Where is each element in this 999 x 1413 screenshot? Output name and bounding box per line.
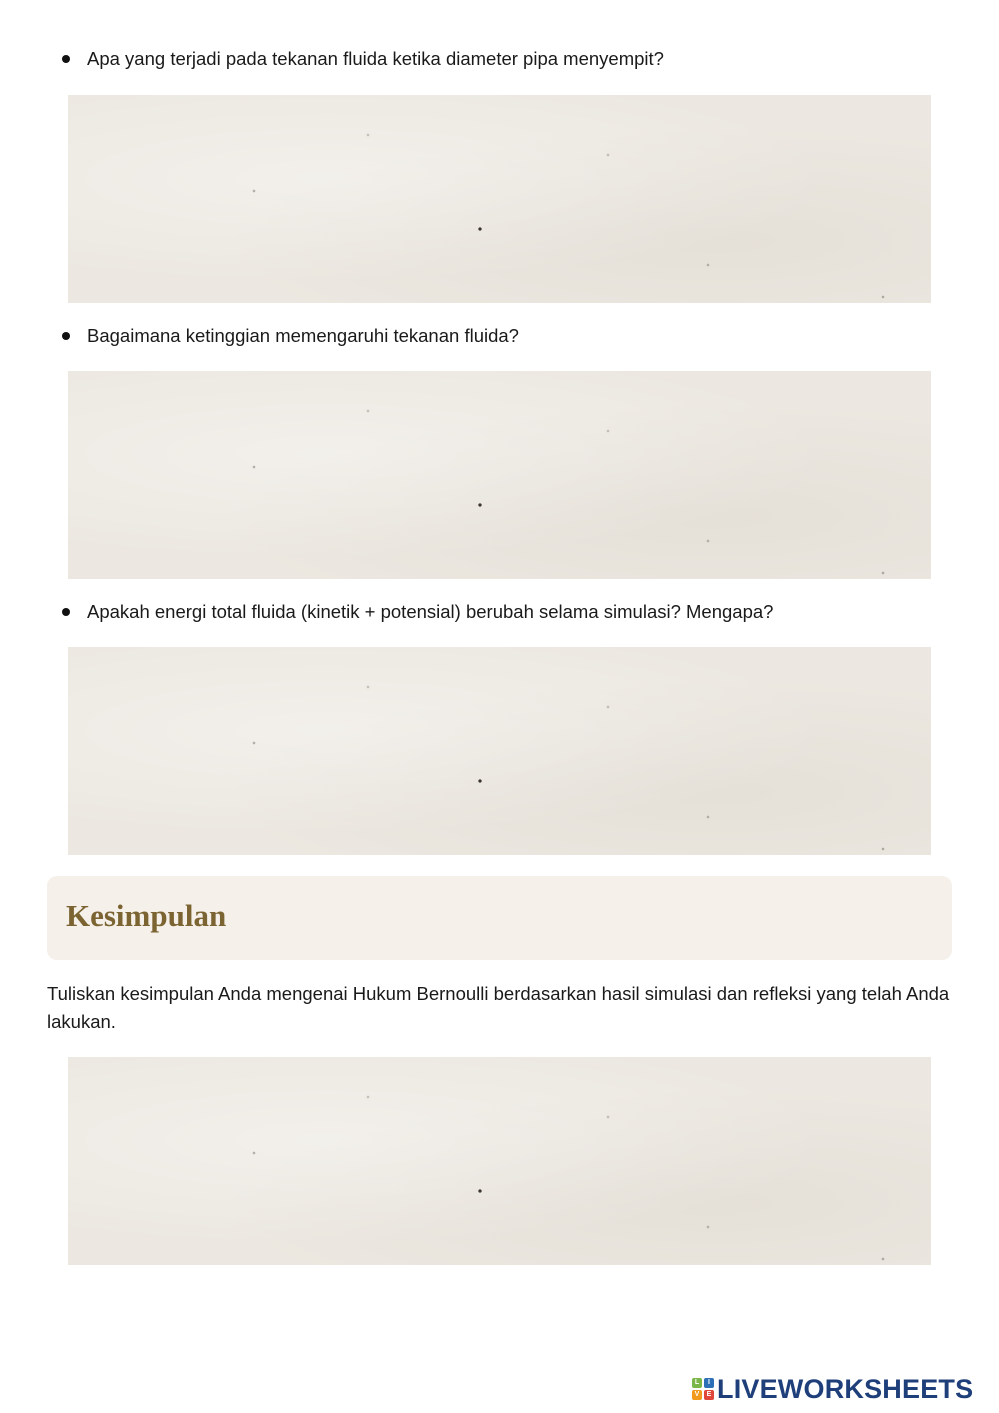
bullet-icon	[62, 332, 70, 340]
question-2	[62, 324, 519, 348]
conclusion-instruction: Tuliskan kesimpulan Anda mengenai Hukum Bernoulli berdasarkan hasil simulasi dan refleksi yang telah Anda lakukan.	[47, 983, 950, 1032]
logo-tile-l: L	[692, 1378, 702, 1388]
answer-box-1[interactable]	[68, 95, 931, 303]
question-3	[62, 600, 773, 624]
bullet-icon	[62, 608, 70, 616]
question-3-text: Apakah energi total fluida (kinetik + potensial) berubah selama simulasi? Mengapa?	[87, 601, 774, 622]
liveworksheets-icon	[692, 1378, 714, 1400]
logo-tile-v: V	[692, 1390, 702, 1400]
question-1-text: Apa yang terjadi pada tekanan fluida ketika diameter pipa menyempit?	[87, 48, 664, 69]
question-2-text: Bagaimana ketinggian memengaruhi tekanan fluida?	[87, 325, 519, 346]
answer-box-3[interactable]	[68, 647, 931, 855]
answer-box-conclusion[interactable]	[68, 1057, 931, 1265]
conclusion-title: Kesimpulan	[66, 898, 227, 933]
logo-tile-i: I	[704, 1378, 714, 1388]
conclusion-banner	[47, 876, 952, 960]
bullet-icon	[62, 55, 70, 63]
question-1	[62, 47, 664, 71]
logo-tile-e: E	[704, 1390, 714, 1400]
answer-box-2[interactable]	[68, 371, 931, 579]
liveworksheets-logo[interactable]	[692, 1374, 973, 1404]
liveworksheets-wordmark: LIVEWORKSHEETS	[717, 1374, 974, 1404]
